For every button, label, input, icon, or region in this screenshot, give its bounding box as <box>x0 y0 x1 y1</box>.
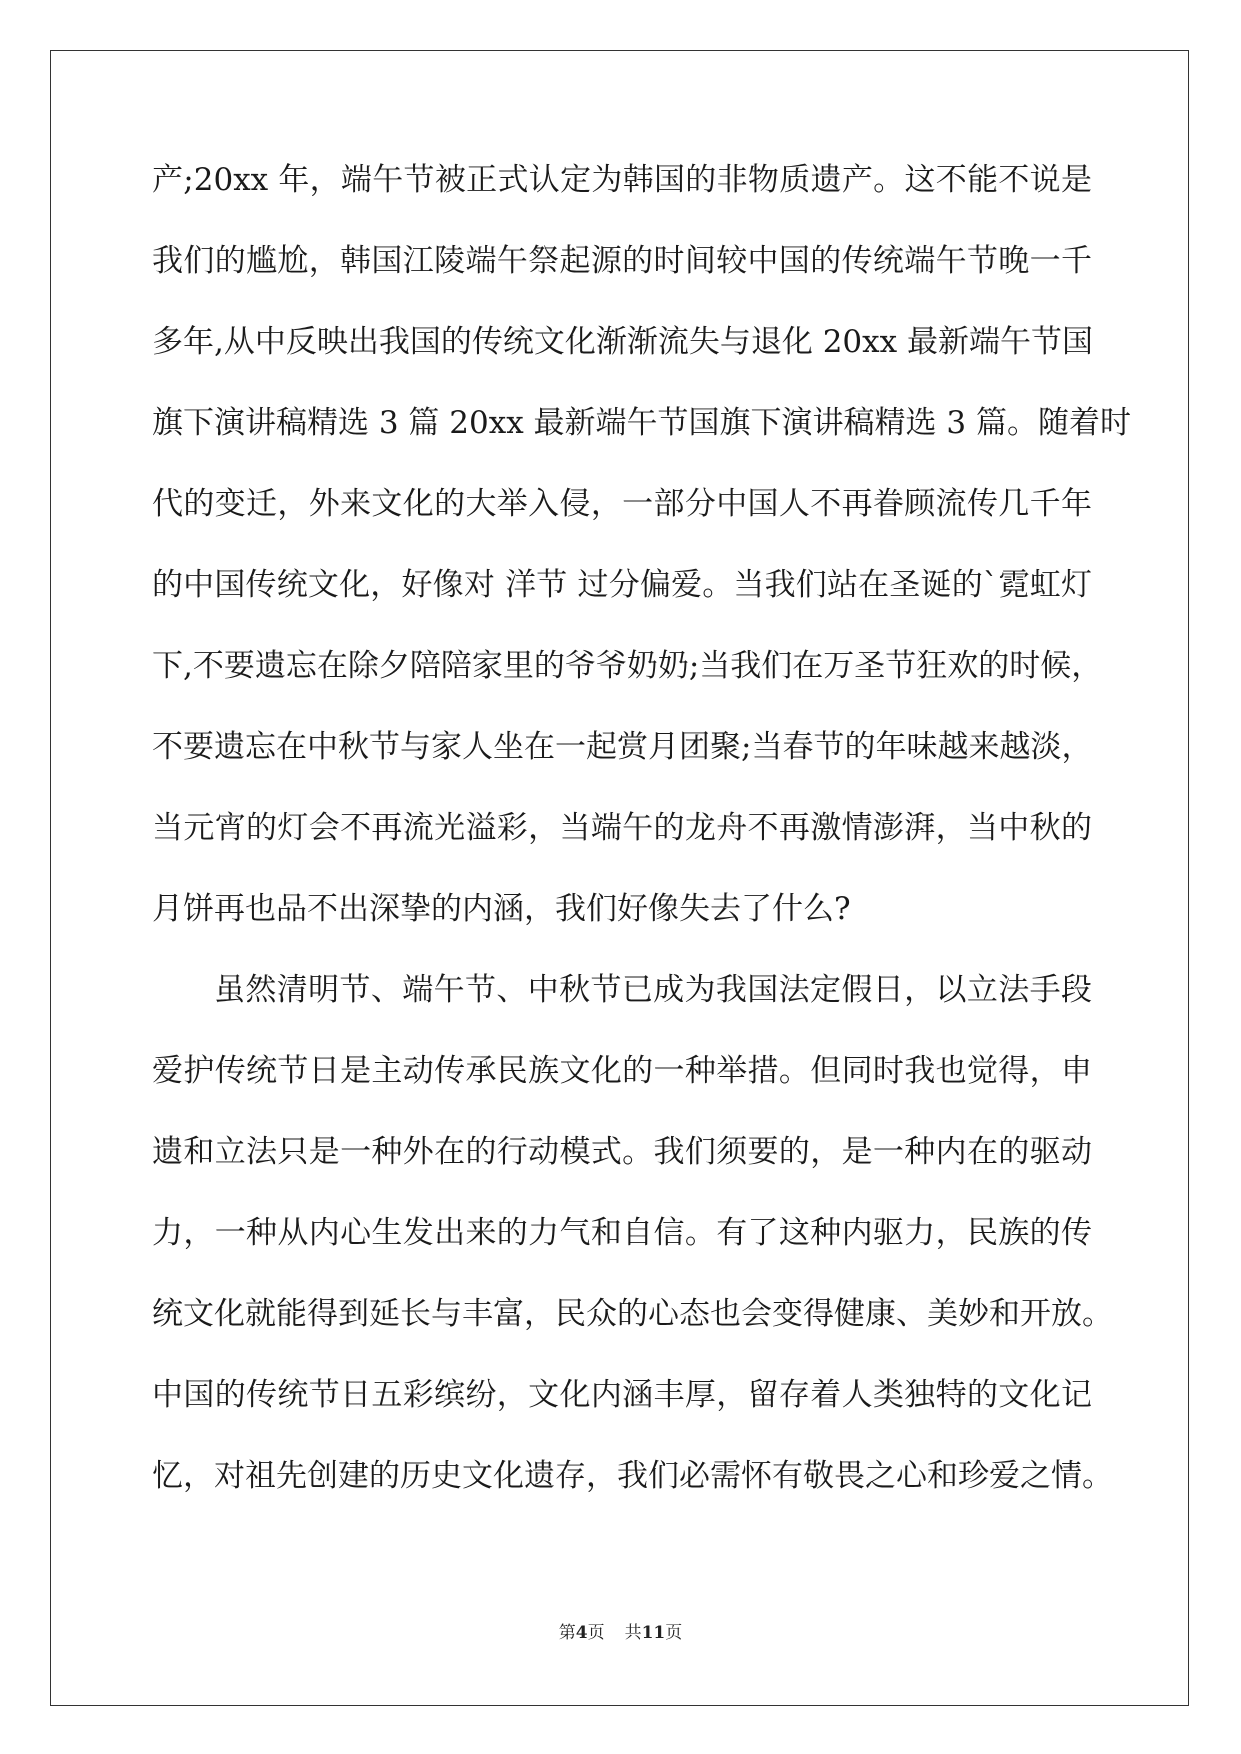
total-pages-prefix: 共 <box>624 1623 642 1643</box>
total-pages-suffix: 页 <box>665 1623 683 1643</box>
text-line: 爱护传统节日是主动传承民族文化的一种举措。但同时我也觉得，申 <box>152 1053 1092 1089</box>
paragraph-1 <box>152 160 1131 970</box>
text-line: 中国的传统节日五彩缤纷，文化内涵丰厚，留存着人类独特的文化记 <box>152 1377 1092 1413</box>
text-line: 下,不要遗忘在除夕陪陪家里的爷爷奶奶;当我们在万圣节狂欢的时候， <box>152 648 1103 684</box>
document-body <box>152 160 1131 1537</box>
text-line: 力，一种从内心生发出来的力气和自信。有了这种内驱力，民族的传 <box>152 1215 1092 1251</box>
text-line: 虽然清明节、端午节、中秋节已成为我国法定假日，以立法手段 <box>214 972 1092 1008</box>
text-line: 的中国传统文化，好像对 洋节 过分偏爱。当我们站在圣诞的`霓虹灯 <box>152 567 1092 603</box>
text-line: 代的变迁，外来文化的大举入侵，一部分中国人不再眷顾流传几千年 <box>152 486 1092 522</box>
paragraph-2 <box>152 970 1113 1537</box>
text-line: 当元宵的灯会不再流光溢彩，当端午的龙舟不再激情澎湃，当中秋的 <box>152 810 1092 846</box>
text-line: 旗下演讲稿精选 3 篇 20xx 最新端午节国旗下演讲稿精选 3 篇。随着时 <box>152 405 1131 441</box>
text-line: 忆，对祖先创建的历史文化遗存，我们必需怀有敬畏之心和珍爱之情。 <box>152 1458 1113 1494</box>
page-number-prefix: 第 <box>558 1623 576 1643</box>
total-pages-number: 11 <box>641 1623 666 1643</box>
current-page-number: 4 <box>575 1623 588 1643</box>
text-line: 我们的尴尬，韩国江陵端午祭起源的时间较中国的传统端午节晚一千 <box>152 243 1092 279</box>
text-line: 多年,从中反映出我国的传统文化渐渐流失与退化 20xx 最新端午节国 <box>152 324 1093 360</box>
text-line: 统文化就能得到延长与丰富，民众的心态也会变得健康、美妙和开放。 <box>152 1296 1113 1332</box>
text-line: 产;20xx 年，端午节被正式认定为韩国的非物质遗产。这不能不说是 <box>152 162 1092 198</box>
page-footer <box>0 1622 1241 1644</box>
text-line: 月饼再也品不出深挚的内涵，我们好像失去了什么? <box>152 891 851 927</box>
text-line: 遗和立法只是一种外在的行动模式。我们须要的，是一种内在的驱动 <box>152 1134 1092 1170</box>
text-line: 不要遗忘在中秋节与家人坐在一起赏月团聚;当春节的年味越来越淡， <box>152 729 1093 765</box>
page-number-suffix: 页 <box>587 1623 605 1643</box>
